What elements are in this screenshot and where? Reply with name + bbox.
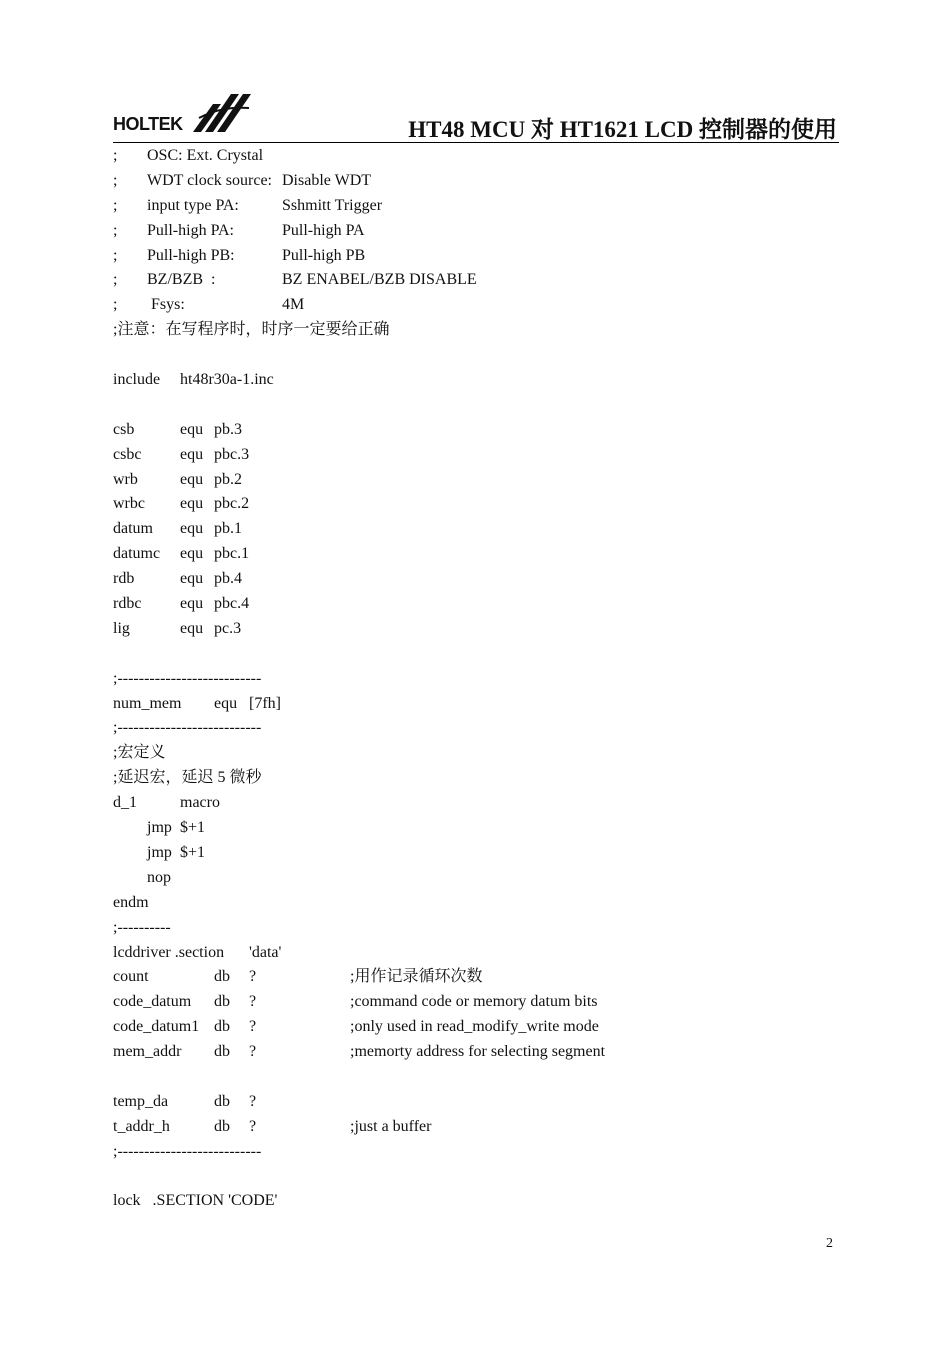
- equ-line: csbc equ pbc.3: [113, 445, 250, 463]
- macro-end-line: endm: [113, 893, 149, 911]
- blank-line: [113, 1065, 839, 1090]
- comment-line: ;延迟宏，延迟 5 微秒: [113, 769, 262, 787]
- option-line: ; Pull-high PB: Pull-high PB: [113, 246, 366, 264]
- separator-line: ;---------------------------: [113, 719, 262, 737]
- separator-line: ;---------------------------: [113, 669, 262, 687]
- holtek-wing-icon: [191, 88, 253, 136]
- note-line: ;注意：在写程序时，时序一定要给正确: [113, 321, 390, 339]
- equ-line: rdbc equ pbc.4: [113, 595, 250, 613]
- option-line: ; WDT clock source: Disable WDT: [113, 171, 372, 189]
- comment-line: ;宏定义: [113, 744, 166, 762]
- equ-line: csb equ pb.3: [113, 420, 242, 438]
- equ-line: datum equ pb.1: [113, 520, 242, 538]
- var-line: code_datum db ? ;command code or memory datum bits: [113, 993, 598, 1011]
- header-rule: [113, 142, 839, 143]
- separator-line: ;---------------------------: [113, 1142, 262, 1160]
- macro-body-line: jmp $+1: [147, 819, 206, 837]
- document-title: HT48 MCU 对 HT1621 LCD 控制器的使用: [408, 117, 837, 142]
- separator-line: ;----------: [113, 918, 171, 936]
- page-number: 2: [826, 1236, 833, 1251]
- equ-line: wrb equ pb.2: [113, 470, 242, 488]
- equ-line: rdb equ pb.4: [113, 570, 242, 588]
- equ-line: datumc equ pbc.1: [113, 545, 250, 563]
- var-line: code_datum1 db ? ;only used in read_modify_write mode: [113, 1018, 599, 1036]
- blank-line: [113, 642, 839, 667]
- var-line: temp_da db ?: [113, 1092, 257, 1110]
- holtek-logo: [113, 88, 253, 138]
- equ-line: num_mem equ [7fh]: [113, 694, 281, 712]
- macro-line: d_1 macro: [113, 794, 220, 812]
- page-header: [113, 88, 839, 144]
- logo-text: HOLTEK: [113, 114, 183, 134]
- macro-body-line: nop: [147, 868, 171, 886]
- blank-line: [113, 343, 839, 368]
- var-line: count db ? ;用作记录循环次数: [113, 968, 483, 986]
- equ-line: wrbc equ pbc.2: [113, 495, 250, 513]
- option-line: ; input type PA: Sshmitt Trigger: [113, 196, 383, 214]
- option-line: ; Fsys: 4M: [113, 296, 305, 314]
- var-line: mem_addr db ? ;memorty address for selecting segment: [113, 1043, 606, 1061]
- equ-line: lig equ pc.3: [113, 619, 242, 637]
- include-line: include ht48r30a-1.inc: [113, 371, 274, 389]
- macro-body-line: jmp $+1: [147, 843, 206, 861]
- code-listing: [113, 144, 839, 1214]
- option-line: ; Pull-high PA: Pull-high PA: [113, 221, 365, 239]
- blank-line: [113, 1165, 839, 1190]
- blank-line: [113, 393, 839, 418]
- section-line: lock .SECTION 'CODE': [113, 1192, 278, 1210]
- option-line: ; BZ/BZB : BZ ENABEL/BZB DISABLE: [113, 271, 477, 289]
- option-line: ; OSC: Ext. Crystal: [113, 147, 264, 164]
- var-line: t_addr_h db ? ;just a buffer: [113, 1117, 432, 1135]
- section-line: lcddriver .section 'data': [113, 943, 282, 961]
